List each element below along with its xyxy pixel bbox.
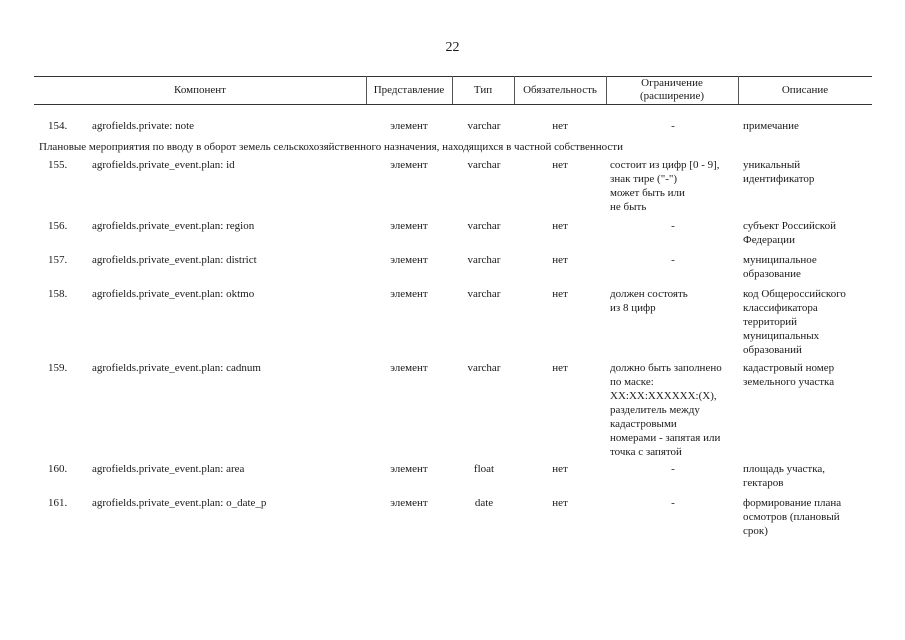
row-description-line: кадастровый номер — [743, 362, 835, 374]
row-description — [743, 287, 873, 357]
header-type: Тип — [473, 83, 493, 96]
row-description-line: срок) — [743, 525, 768, 537]
row-constraint-line: XX:XX:XXXXXX:(X), — [610, 390, 717, 402]
row-description-line: примечание — [743, 120, 799, 132]
row-component: agrofields.private_event.plan: district — [92, 254, 257, 266]
row-constraint — [610, 158, 736, 214]
row-constraint-line: - — [671, 120, 675, 132]
row-number: 160. — [48, 463, 68, 475]
header-description: Описание — [781, 83, 829, 96]
row-type: float — [473, 463, 495, 475]
row-number: 158. — [48, 288, 68, 300]
row-constraint — [610, 287, 736, 315]
row-representation: элемент — [390, 497, 428, 509]
section-title: Плановые мероприятия по вводу в оборот земель сельскохозяйственного назначения, находящихся в частной собственности — [39, 141, 623, 153]
row-constraint-line: знак тире ("-") — [610, 173, 678, 185]
row-description-line: муниципальное — [743, 254, 817, 266]
row-description — [743, 462, 873, 490]
row-constraint — [610, 496, 736, 510]
row-type: varchar — [467, 288, 501, 300]
row-representation: элемент — [390, 120, 428, 132]
row-description-line: Федерации — [743, 234, 795, 246]
row-description-line: классификатора — [743, 302, 818, 314]
row-description-line: субъект Российской — [743, 220, 836, 232]
row-representation: элемент — [390, 288, 428, 300]
row-constraint — [610, 253, 736, 267]
row-constraint-line: должно быть заполнено — [610, 362, 722, 374]
row-description-line: гектаров — [743, 477, 784, 489]
row-required: нет — [552, 362, 568, 374]
row-component: agrofields.private_event.plan: cadnum — [92, 362, 261, 374]
row-description — [743, 361, 873, 389]
row-description-line: уникальный — [743, 159, 801, 171]
row-number: 156. — [48, 220, 68, 232]
row-constraint-line: номерами - запятая или — [610, 432, 721, 444]
row-component: agrofields.private: note — [92, 120, 195, 132]
row-type: varchar — [467, 159, 501, 171]
row-component: agrofields.private_event.plan: area — [92, 463, 245, 475]
row-constraint-line: по маске: — [610, 376, 654, 388]
row-required: нет — [552, 120, 568, 132]
header-required: Обязательность — [523, 83, 597, 96]
row-constraint — [610, 119, 736, 133]
row-required: нет — [552, 159, 568, 171]
row-representation: элемент — [390, 159, 428, 171]
row-description — [743, 219, 873, 247]
row-required: нет — [552, 254, 568, 266]
row-number: 157. — [48, 254, 68, 266]
row-constraint-line: из 8 цифр — [610, 302, 656, 314]
header-constraint — [606, 76, 738, 104]
row-constraint — [610, 219, 736, 233]
row-number: 155. — [48, 159, 68, 171]
header-representation: Представление — [373, 83, 445, 96]
row-type: varchar — [467, 254, 501, 266]
row-description-line: муниципальных — [743, 330, 820, 342]
row-constraint-line: может быть или — [610, 187, 685, 199]
row-type: varchar — [467, 220, 501, 232]
row-component: agrofields.private_event.plan: region — [92, 220, 255, 232]
row-description-line: код Общероссийского — [743, 288, 846, 300]
page-number: 22 — [445, 40, 460, 55]
row-description — [743, 158, 873, 186]
header-constraint-line: Ограничение — [641, 77, 703, 89]
row-number: 154. — [48, 120, 68, 132]
row-constraint-line: состоит из цифр [0 - 9], — [610, 159, 720, 171]
row-representation: элемент — [390, 463, 428, 475]
row-constraint-line: должен состоять — [610, 288, 688, 300]
row-type: varchar — [467, 120, 501, 132]
row-constraint-line: не быть — [610, 201, 647, 213]
row-description-line: образований — [743, 344, 802, 356]
row-required: нет — [552, 220, 568, 232]
row-constraint-line: - — [671, 463, 675, 475]
row-constraint-line: кадастровыми — [610, 418, 677, 430]
row-description-line: идентификатор — [743, 173, 815, 185]
row-required: нет — [552, 288, 568, 300]
header-constraint-line: (расширение) — [640, 90, 704, 102]
row-constraint-line: разделитель между — [610, 404, 700, 416]
row-description-line: образование — [743, 268, 801, 280]
row-component: agrofields.private_event.plan: o_date_p — [92, 497, 267, 509]
row-constraint — [610, 462, 736, 476]
row-number: 159. — [48, 362, 68, 374]
row-component: agrofields.private_event.plan: id — [92, 159, 235, 171]
row-description — [743, 253, 873, 281]
row-required: нет — [552, 497, 568, 509]
row-number: 161. — [48, 497, 68, 509]
header-component: Компонент — [174, 83, 226, 96]
row-description — [743, 119, 873, 133]
row-description-line: формирование плана — [743, 497, 842, 509]
row-constraint — [610, 361, 736, 459]
row-constraint-line: точка с запятой — [610, 446, 682, 458]
row-constraint-line: - — [671, 497, 675, 509]
row-description — [743, 496, 873, 538]
row-type: varchar — [467, 362, 501, 374]
row-description-line: осмотров (плановый — [743, 511, 840, 523]
row-component: agrofields.private_event.plan: oktmo — [92, 288, 255, 300]
row-constraint-line: - — [671, 220, 675, 232]
row-constraint-line: - — [671, 254, 675, 266]
row-required: нет — [552, 463, 568, 475]
row-description-line: земельного участка — [743, 376, 835, 388]
row-representation: элемент — [390, 254, 428, 266]
row-description-line: площадь участка, — [743, 463, 826, 475]
row-representation: элемент — [390, 220, 428, 232]
row-description-line: территорий — [743, 316, 798, 328]
row-type: date — [474, 497, 494, 509]
row-representation: элемент — [390, 362, 428, 374]
header-bottom-rule — [34, 104, 872, 105]
